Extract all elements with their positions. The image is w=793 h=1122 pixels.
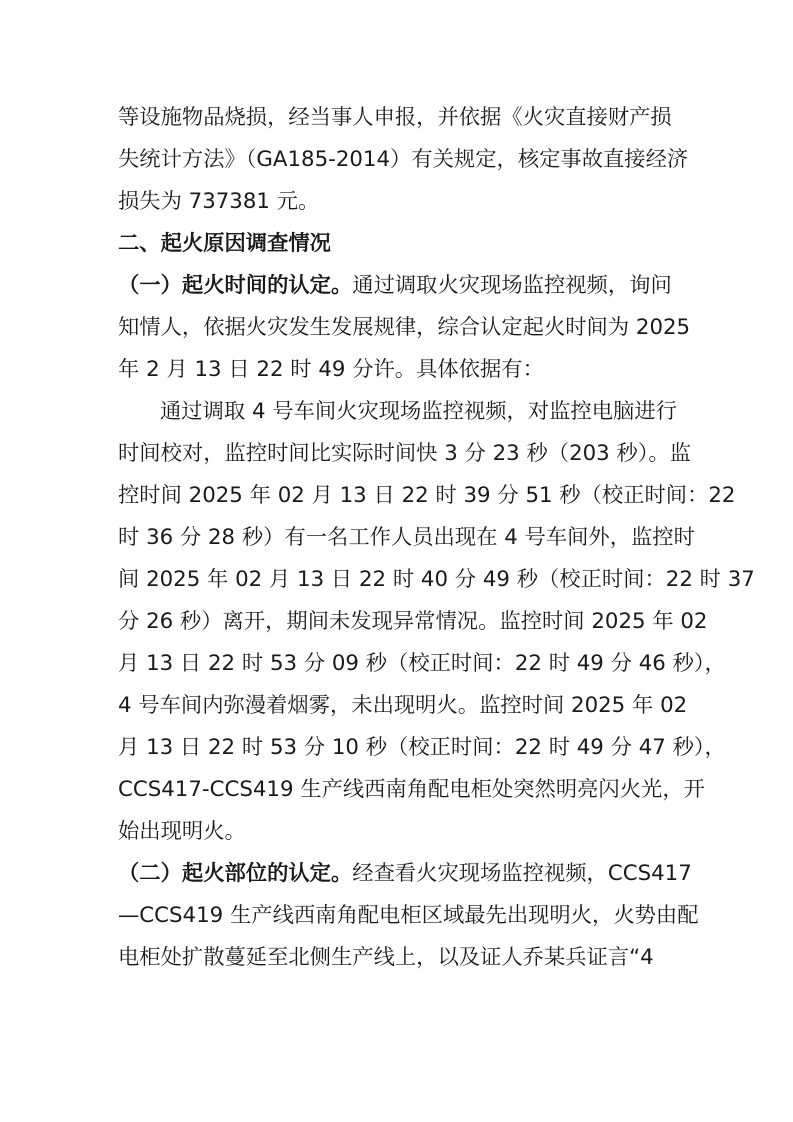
body-text-line: 控时间 2025 年 02 月 13 日 22 时 39 分 51 秒（校正时间：22 <box>118 483 736 508</box>
subsection-heading: （二）起火部位的认定。 <box>118 861 353 886</box>
body-text-line: 等设施物品烧损，经当事人申报，并依据《火灾直接财产损 <box>118 105 672 130</box>
body-text-line: 失统计方法》（GA185-2014）有关规定，核定事故直接经济 <box>118 147 689 172</box>
body-text-line: 电柜处扩散蔓延至北侧生产线上，以及证人乔某兵证言“4 <box>118 945 654 970</box>
body-text-line: 知情人，依据火灾发生发展规律，综合认定起火时间为 2025 <box>118 315 691 340</box>
body-text-line: 时间校对，监控时间比实际时间快 3 分 23 秒（203 秒）。监 <box>118 441 692 466</box>
body-text: 通过调取火灾现场监控视频，询问 <box>352 273 672 298</box>
body-text-line: 时 36 分 28 秒）有一名工作人员出现在 4 号车间外，监控时 <box>118 525 695 550</box>
body-text-line: 月 13 日 22 时 53 分 10 秒（校正时间：22 时 49 分 47 秒）， <box>118 735 726 760</box>
body-text-line: —CCS419 生产线西南角配电柜区域最先出现明火，火势由配 <box>118 903 699 928</box>
body-text-line: 分 26 秒）离开，期间未发现异常情况。监控时间 2025 年 02 <box>118 609 708 634</box>
section-heading: 二、起火原因调查情况 <box>118 231 331 256</box>
body-text-line: 4 号车间内弥漫着烟雾，未出现明火。监控时间 2025 年 02 <box>118 693 688 718</box>
body-text-line: CCS417-CCS419 生产线西南角配电柜处突然明亮闪火光，开 <box>118 777 705 802</box>
subsection-line <box>118 266 678 306</box>
paragraph-first-line: 通过调取 4 号车间火灾现场监控视频，对监控电脑进行 <box>160 399 677 424</box>
body-text-line: 月 13 日 22 时 53 分 09 秒（校正时间：22 时 49 分 46 秒）， <box>118 651 726 676</box>
body-text-line: 始出现明火。 <box>118 819 246 844</box>
body-text-line: 间 2025 年 02 月 13 日 22 时 40 分 49 秒（校正时间：22 时 37 <box>118 567 755 592</box>
subsection-line <box>118 854 692 894</box>
body-text: 经查看火灾现场监控视频，CCS417 <box>352 861 692 886</box>
subsection-heading: （一）起火时间的认定。 <box>118 273 353 298</box>
body-text-line: 年 2 月 13 日 22 时 49 分许。具体依据有： <box>118 357 544 382</box>
body-text-line: 损失为 737381 元。 <box>118 189 320 214</box>
